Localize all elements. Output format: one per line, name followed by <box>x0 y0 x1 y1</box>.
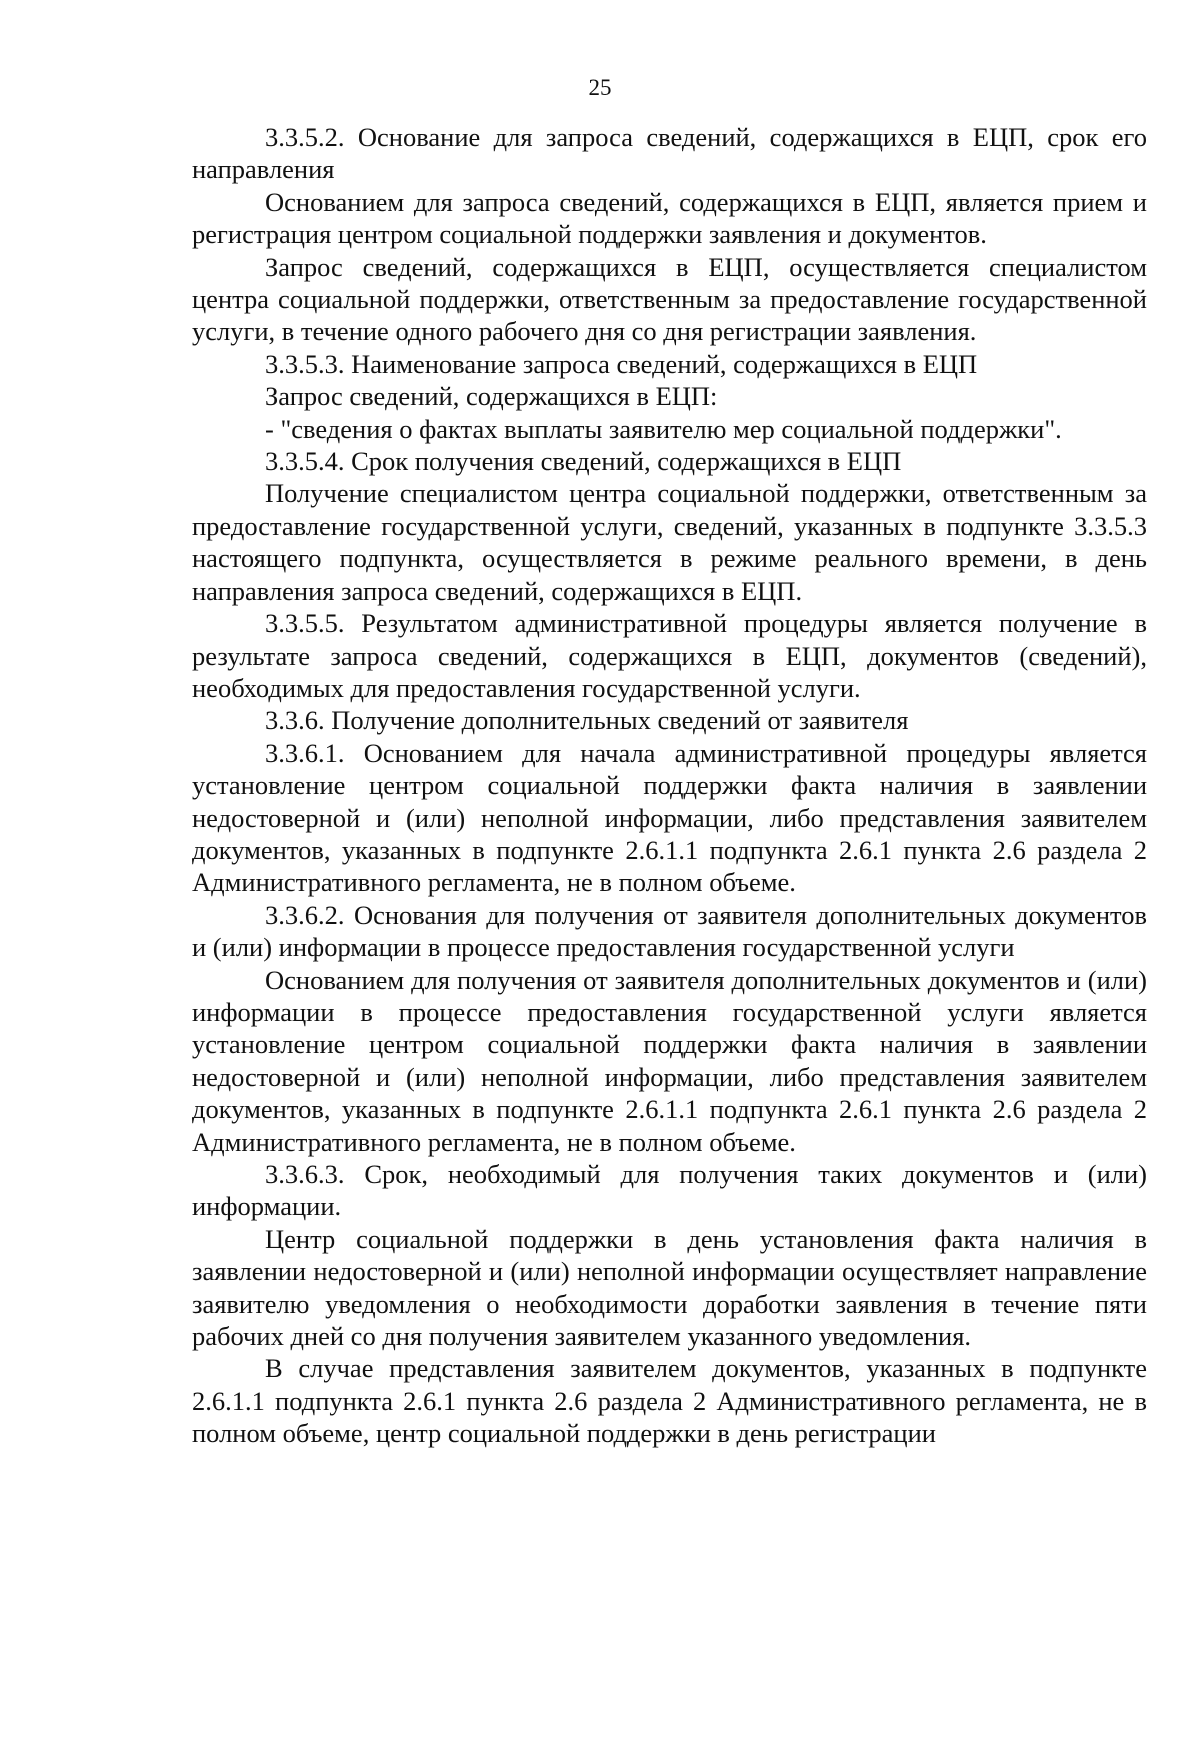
paragraph-3-3-5-3-heading: 3.3.5.3. Наименование запроса сведений, содержащихся в ЕЦП <box>265 348 978 379</box>
paragraph-3-3-5-4-heading: 3.3.5.4. Срок получения сведений, содержащихся в ЕЦП <box>265 446 902 477</box>
paragraph: Запрос сведений, содержащихся в ЕЦП: <box>265 381 718 412</box>
paragraph-3-3-6-3-heading: 3.3.6.3. Срок, необходимый для получения таких документов и (или) информации. <box>192 1159 1147 1222</box>
page-number: 25 <box>588 75 612 100</box>
paragraph-3-3-6-heading: 3.3.6. Получение дополнительных сведений от заявителя <box>265 705 909 736</box>
paragraph-3-3-5-2-heading: 3.3.5.2. Основание для запроса сведений, содержащихся в ЕЦП, срок его направления <box>192 122 1147 185</box>
paragraph: В случае представления заявителем документов, указанных в подпункте 2.6.1.1 подпункта 2.6.1 пункта 2.6 раздела 2 Административного регламента, не в полном объеме, центр социальной поддержки в день регистрации <box>192 1353 1147 1449</box>
paragraph-3-3-6-2-heading: 3.3.6.2. Основания для получения от заявителя дополнительных документов и (или) информации в процессе предоставления государственной услуги <box>192 899 1147 963</box>
paragraph-3-3-6-1: 3.3.6.1. Основанием для начала административной процедуры является установление центром социальной поддержки факта наличия в заявлении недостоверной и (или) неполной информации, либо представления заявителем документов, указанных в подпункте 2.6.1.1 подпункта 2.6.1 пункта 2.6 раздела 2 Административного регламента, не в полном объеме. <box>192 737 1147 898</box>
list-item: - "сведения о фактах выплаты заявителю мер социальной поддержки". <box>265 413 1062 444</box>
paragraph: Центр социальной поддержки в день установления факта наличия в заявлении недостоверной и (или) неполной информации осуществляет направление заявителю уведомления о необходимости доработки заявления в течение пяти рабочих дней со дня получения заявителем указанного уведомления. <box>192 1223 1147 1352</box>
paragraph: Основанием для запроса сведений, содержащихся в ЕЦП, является прием и регистрация центром социальной поддержки заявления и документов. <box>192 186 1147 250</box>
paragraph-3-3-5-5: 3.3.5.5. Результатом административной процедуры является получение в результате запроса сведений, содержащихся в ЕЦП, документов (сведений), необходимых для предоставления государственной услуги. <box>192 608 1147 703</box>
paragraph: Основанием для получения от заявителя дополнительных документов и (или) информации в процессе предоставления государственной услуги является установление центром социальной поддержки факта наличия в заявлении недостоверной и (или) неполной информации, либо представления заявителем документов, указанных в подпункте 2.6.1.1 подпункта 2.6.1 пункта 2.6 раздела 2 Административного регламента, не в полном объеме. <box>192 964 1147 1157</box>
document-body <box>192 121 1147 1450</box>
paragraph: Запрос сведений, содержащихся в ЕЦП, осуществляется специалистом центра социальной поддержки, ответственным за предоставление государственной услуги, в течение одного рабочего дня со дня регистрации заявления. <box>192 251 1147 347</box>
paragraph: Получение специалистом центра социальной поддержки, ответственным за предоставление государственной услуги, сведений, указанных в подпункте 3.3.5.3 настоящего подпункта, осуществляется в режиме реального времени, в день направления запроса сведений, содержащихся в ЕЦП. <box>192 478 1147 606</box>
